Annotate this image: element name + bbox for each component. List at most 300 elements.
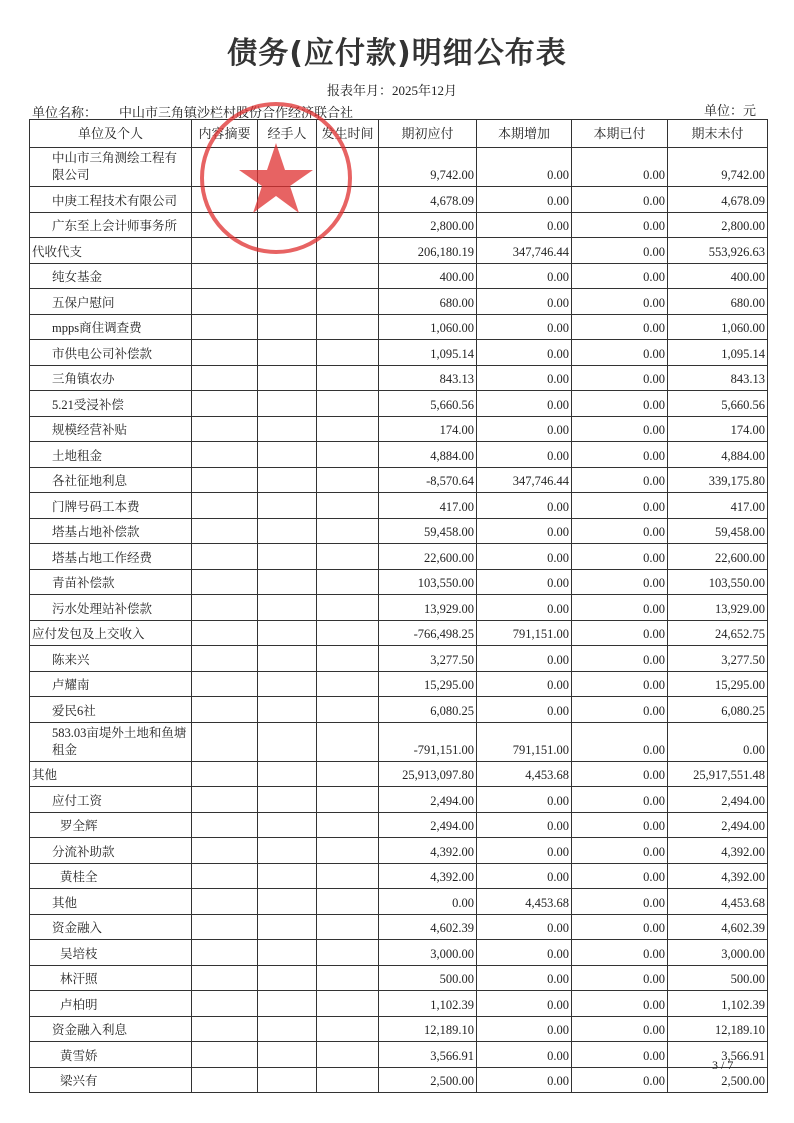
table-row <box>30 595 768 621</box>
amount-cell: 9,742.00 <box>379 148 477 187</box>
empty-cell <box>192 314 258 340</box>
empty-cell <box>192 238 258 264</box>
amount-cell: 0.00 <box>572 442 668 468</box>
amount-cell: 4,392.00 <box>668 863 768 889</box>
amount-cell: 0.00 <box>572 148 668 187</box>
amount-cell: 0.00 <box>572 863 668 889</box>
table-row <box>30 914 768 940</box>
empty-cell <box>258 965 317 991</box>
amount-cell: 417.00 <box>379 493 477 519</box>
column-header: 期初应付 <box>379 120 477 148</box>
amount-cell: 2,500.00 <box>668 1067 768 1093</box>
empty-cell <box>317 340 379 366</box>
empty-cell <box>192 1042 258 1068</box>
empty-cell <box>192 365 258 391</box>
amount-cell: 0.00 <box>572 671 668 697</box>
empty-cell <box>317 493 379 519</box>
empty-cell <box>317 595 379 621</box>
amount-cell: 0.00 <box>477 212 572 238</box>
amount-cell: 0.00 <box>572 569 668 595</box>
amount-cell: 0.00 <box>477 263 572 289</box>
amount-cell: 6,080.25 <box>379 697 477 723</box>
amount-cell: 0.00 <box>477 416 572 442</box>
amount-cell: 6,080.25 <box>668 697 768 723</box>
empty-cell <box>317 238 379 264</box>
row-name: 三角镇农办 <box>30 365 192 391</box>
amount-cell: 0.00 <box>477 569 572 595</box>
row-name: 代收代支 <box>30 238 192 264</box>
amount-cell: 400.00 <box>668 263 768 289</box>
amount-cell: 4,392.00 <box>379 863 477 889</box>
amount-cell: 2,494.00 <box>379 787 477 813</box>
column-header: 期末未付 <box>668 120 768 148</box>
row-name: 各社征地利息 <box>30 467 192 493</box>
row-name: 门牌号码工本费 <box>30 493 192 519</box>
row-name: 分流补助款 <box>30 838 192 864</box>
row-name: 爱民6社 <box>30 697 192 723</box>
payables-table <box>29 119 768 1093</box>
amount-cell: 1,102.39 <box>668 991 768 1017</box>
empty-cell <box>192 863 258 889</box>
table-row <box>30 1042 768 1068</box>
empty-cell <box>192 940 258 966</box>
amount-cell: 2,500.00 <box>379 1067 477 1093</box>
row-name: 梁兴有 <box>30 1067 192 1093</box>
amount-cell: 0.00 <box>477 289 572 315</box>
row-name: 林汗照 <box>30 965 192 991</box>
amount-cell: 174.00 <box>668 416 768 442</box>
empty-cell <box>192 991 258 1017</box>
amount-cell: 500.00 <box>379 965 477 991</box>
empty-cell <box>317 391 379 417</box>
row-name: 黄桂全 <box>30 863 192 889</box>
amount-cell: 0.00 <box>572 263 668 289</box>
row-name: 其他 <box>30 761 192 787</box>
amount-cell: 500.00 <box>668 965 768 991</box>
empty-cell <box>317 838 379 864</box>
amount-cell: 4,602.39 <box>379 914 477 940</box>
empty-cell <box>192 889 258 915</box>
amount-cell: 0.00 <box>572 1067 668 1093</box>
table-row <box>30 263 768 289</box>
amount-cell: 24,652.75 <box>668 620 768 646</box>
row-name: 5.21受浸补偿 <box>30 391 192 417</box>
empty-cell <box>258 1042 317 1068</box>
amount-cell: 2,494.00 <box>379 812 477 838</box>
column-header: 发生时间 <box>317 120 379 148</box>
amount-cell: 1,102.39 <box>379 991 477 1017</box>
empty-cell <box>258 493 317 519</box>
empty-cell <box>317 646 379 672</box>
table-row <box>30 965 768 991</box>
amount-cell: 3,566.91 <box>668 1042 768 1068</box>
amount-cell: 4,884.00 <box>379 442 477 468</box>
amount-cell: 0.00 <box>477 340 572 366</box>
report-period: 报表年月：2025年12月 <box>327 83 458 98</box>
row-name: 资金融入 <box>30 914 192 940</box>
row-name: 其他 <box>30 889 192 915</box>
empty-cell <box>317 1016 379 1042</box>
empty-cell <box>258 812 317 838</box>
amount-cell: 103,550.00 <box>379 569 477 595</box>
empty-cell <box>192 212 258 238</box>
amount-cell: 0.00 <box>477 914 572 940</box>
table-row <box>30 314 768 340</box>
row-name: mpps商住调查费 <box>30 314 192 340</box>
amount-cell: 22,600.00 <box>379 544 477 570</box>
row-name: 土地租金 <box>30 442 192 468</box>
empty-cell <box>192 671 258 697</box>
currency-unit: 单位：元 <box>704 103 757 118</box>
amount-cell: 0.00 <box>572 595 668 621</box>
empty-cell <box>258 761 317 787</box>
empty-cell <box>192 697 258 723</box>
row-name: 广东至上会计师事务所 <box>30 212 192 238</box>
amount-cell: 15,295.00 <box>379 671 477 697</box>
amount-cell: 0.00 <box>572 314 668 340</box>
row-name: 市供电公司补偿款 <box>30 340 192 366</box>
table-row <box>30 889 768 915</box>
amount-cell: 4,392.00 <box>379 838 477 864</box>
amount-cell: 0.00 <box>572 467 668 493</box>
amount-cell: 5,660.56 <box>668 391 768 417</box>
amount-cell: 3,000.00 <box>668 940 768 966</box>
amount-cell: 0.00 <box>572 940 668 966</box>
table-row <box>30 518 768 544</box>
amount-cell: 0.00 <box>572 838 668 864</box>
table-row <box>30 365 768 391</box>
table-row <box>30 722 768 761</box>
amount-cell: 0.00 <box>572 340 668 366</box>
amount-cell: 0.00 <box>477 518 572 544</box>
amount-cell: 2,800.00 <box>668 212 768 238</box>
row-name: 罗全辉 <box>30 812 192 838</box>
amount-cell: 4,453.68 <box>668 889 768 915</box>
amount-cell: 0.00 <box>572 812 668 838</box>
empty-cell <box>192 518 258 544</box>
empty-cell <box>258 914 317 940</box>
empty-cell <box>192 1016 258 1042</box>
amount-cell: 22,600.00 <box>668 544 768 570</box>
table-row <box>30 838 768 864</box>
table-row <box>30 863 768 889</box>
empty-cell <box>258 620 317 646</box>
amount-cell: 347,746.44 <box>477 467 572 493</box>
amount-cell: 0.00 <box>477 965 572 991</box>
amount-cell: 1,060.00 <box>668 314 768 340</box>
empty-cell <box>258 263 317 289</box>
unit-name-label: 单位名称： <box>32 105 98 120</box>
empty-cell <box>258 787 317 813</box>
table-row <box>30 289 768 315</box>
amount-cell: 0.00 <box>477 812 572 838</box>
empty-cell <box>317 722 379 761</box>
amount-cell: 0.00 <box>572 212 668 238</box>
row-name: 卢耀南 <box>30 671 192 697</box>
empty-cell <box>192 442 258 468</box>
amount-cell: 12,189.10 <box>379 1016 477 1042</box>
amount-cell: -791,151.00 <box>379 722 477 761</box>
table-row <box>30 340 768 366</box>
amount-cell: 0.00 <box>572 518 668 544</box>
column-header: 本期增加 <box>477 120 572 148</box>
amount-cell: 0.00 <box>668 722 768 761</box>
amount-cell: 0.00 <box>477 493 572 519</box>
amount-cell: 0.00 <box>477 544 572 570</box>
amount-cell: -8,570.64 <box>379 467 477 493</box>
empty-cell <box>317 671 379 697</box>
empty-cell <box>258 314 317 340</box>
amount-cell: 15,295.00 <box>668 671 768 697</box>
empty-cell <box>192 391 258 417</box>
empty-cell <box>317 940 379 966</box>
amount-cell: 0.00 <box>477 863 572 889</box>
amount-cell: 0.00 <box>477 595 572 621</box>
row-name: 青苗补偿款 <box>30 569 192 595</box>
table-row <box>30 391 768 417</box>
amount-cell: 0.00 <box>477 442 572 468</box>
empty-cell <box>317 863 379 889</box>
amount-cell: 0.00 <box>572 493 668 519</box>
amount-cell: 0.00 <box>477 314 572 340</box>
amount-cell: 400.00 <box>379 263 477 289</box>
row-name: 中山市三角测绘工程有限公司 <box>30 148 192 187</box>
row-name: 资金融入利息 <box>30 1016 192 1042</box>
amount-cell: 59,458.00 <box>668 518 768 544</box>
row-name: 黄雪娇 <box>30 1042 192 1068</box>
amount-cell: 0.00 <box>572 787 668 813</box>
table-row <box>30 812 768 838</box>
row-name: 陈来兴 <box>30 646 192 672</box>
empty-cell <box>258 646 317 672</box>
amount-cell: 4,678.09 <box>668 187 768 213</box>
amount-cell: 3,277.50 <box>379 646 477 672</box>
amount-cell: 0.00 <box>572 620 668 646</box>
empty-cell <box>192 965 258 991</box>
amount-cell: 791,151.00 <box>477 620 572 646</box>
empty-cell <box>258 697 317 723</box>
column-header: 本期已付 <box>572 120 668 148</box>
empty-cell <box>258 722 317 761</box>
column-header: 内容摘要 <box>192 120 258 148</box>
amount-cell: 12,189.10 <box>668 1016 768 1042</box>
amount-cell: 843.13 <box>379 365 477 391</box>
empty-cell <box>317 518 379 544</box>
empty-cell <box>192 1067 258 1093</box>
amount-cell: 0.00 <box>477 365 572 391</box>
empty-cell <box>258 212 317 238</box>
empty-cell <box>258 365 317 391</box>
table-row <box>30 569 768 595</box>
empty-cell <box>258 569 317 595</box>
amount-cell: 206,180.19 <box>379 238 477 264</box>
row-name: 纯女基金 <box>30 263 192 289</box>
empty-cell <box>258 991 317 1017</box>
row-name: 污水处理站补偿款 <box>30 595 192 621</box>
table-row <box>30 646 768 672</box>
amount-cell: 680.00 <box>379 289 477 315</box>
table-row <box>30 148 768 187</box>
amount-cell: 791,151.00 <box>477 722 572 761</box>
empty-cell <box>317 787 379 813</box>
amount-cell: 0.00 <box>477 646 572 672</box>
empty-cell <box>317 761 379 787</box>
amount-cell: 0.00 <box>477 148 572 187</box>
page-title: 债务(应付款)明细公布表 <box>227 36 567 71</box>
empty-cell <box>258 148 317 187</box>
amount-cell: 0.00 <box>572 187 668 213</box>
empty-cell <box>258 416 317 442</box>
empty-cell <box>192 595 258 621</box>
column-header: 单位及个人 <box>30 120 192 148</box>
empty-cell <box>192 787 258 813</box>
empty-cell <box>258 595 317 621</box>
amount-cell: 2,800.00 <box>379 212 477 238</box>
empty-cell <box>192 544 258 570</box>
table-row <box>30 187 768 213</box>
empty-cell <box>317 544 379 570</box>
empty-cell <box>258 238 317 264</box>
empty-cell <box>192 416 258 442</box>
row-name: 应付发包及上交收入 <box>30 620 192 646</box>
table-row <box>30 544 768 570</box>
empty-cell <box>192 569 258 595</box>
empty-cell <box>258 940 317 966</box>
empty-cell <box>192 340 258 366</box>
amount-cell: 1,095.14 <box>668 340 768 366</box>
amount-cell: 0.00 <box>572 391 668 417</box>
row-name: 塔基占地补偿款 <box>30 518 192 544</box>
amount-cell: 4,678.09 <box>379 187 477 213</box>
table-row <box>30 416 768 442</box>
empty-cell <box>258 518 317 544</box>
amount-cell: 0.00 <box>477 697 572 723</box>
empty-cell <box>317 812 379 838</box>
empty-cell <box>192 722 258 761</box>
empty-cell <box>258 544 317 570</box>
amount-cell: 25,913,097.80 <box>379 761 477 787</box>
amount-cell: 0.00 <box>477 787 572 813</box>
empty-cell <box>192 148 258 187</box>
empty-cell <box>192 289 258 315</box>
empty-cell <box>192 812 258 838</box>
row-name: 应付工资 <box>30 787 192 813</box>
amount-cell: 2,494.00 <box>668 787 768 813</box>
empty-cell <box>317 620 379 646</box>
row-name: 塔基占地工作经费 <box>30 544 192 570</box>
unit-name: 中山市三角镇沙栏村股份合作经济联合社 <box>119 105 354 120</box>
table-row <box>30 940 768 966</box>
amount-cell: 174.00 <box>379 416 477 442</box>
amount-cell: 0.00 <box>572 965 668 991</box>
amount-cell: 680.00 <box>668 289 768 315</box>
table-row <box>30 671 768 697</box>
empty-cell <box>317 965 379 991</box>
empty-cell <box>192 620 258 646</box>
amount-cell: 0.00 <box>477 1016 572 1042</box>
amount-cell: 347,746.44 <box>477 238 572 264</box>
empty-cell <box>317 569 379 595</box>
amount-cell: 0.00 <box>477 187 572 213</box>
empty-cell <box>317 1067 379 1093</box>
table-row <box>30 620 768 646</box>
empty-cell <box>192 914 258 940</box>
empty-cell <box>258 863 317 889</box>
amount-cell: 0.00 <box>572 238 668 264</box>
amount-cell: 0.00 <box>572 722 668 761</box>
amount-cell: 553,926.63 <box>668 238 768 264</box>
empty-cell <box>192 646 258 672</box>
table-row <box>30 442 768 468</box>
empty-cell <box>317 991 379 1017</box>
amount-cell: 0.00 <box>379 889 477 915</box>
table-row <box>30 1067 768 1093</box>
empty-cell <box>317 263 379 289</box>
amount-cell: 0.00 <box>572 761 668 787</box>
amount-cell: 13,929.00 <box>668 595 768 621</box>
empty-cell <box>192 838 258 864</box>
amount-cell: 2,494.00 <box>668 812 768 838</box>
amount-cell: 4,884.00 <box>668 442 768 468</box>
empty-cell <box>317 889 379 915</box>
empty-cell <box>317 148 379 187</box>
empty-cell <box>258 391 317 417</box>
amount-cell: 13,929.00 <box>379 595 477 621</box>
amount-cell: 25,917,551.48 <box>668 761 768 787</box>
empty-cell <box>192 263 258 289</box>
amount-cell: 0.00 <box>572 646 668 672</box>
amount-cell: 1,095.14 <box>379 340 477 366</box>
empty-cell <box>258 340 317 366</box>
empty-cell <box>317 314 379 340</box>
empty-cell <box>317 467 379 493</box>
table-header-row <box>30 120 768 148</box>
empty-cell <box>317 914 379 940</box>
empty-cell <box>317 442 379 468</box>
amount-cell: 0.00 <box>572 289 668 315</box>
empty-cell <box>192 761 258 787</box>
amount-cell: 417.00 <box>668 493 768 519</box>
row-name: 卢柏明 <box>30 991 192 1017</box>
empty-cell <box>317 697 379 723</box>
amount-cell: 4,392.00 <box>668 838 768 864</box>
table-row <box>30 493 768 519</box>
amount-cell: 0.00 <box>477 991 572 1017</box>
page-number: 3 / 7 <box>712 1058 734 1072</box>
empty-cell <box>258 1016 317 1042</box>
amount-cell: 843.13 <box>668 365 768 391</box>
empty-cell <box>258 838 317 864</box>
amount-cell: 3,566.91 <box>379 1042 477 1068</box>
column-header: 经手人 <box>258 120 317 148</box>
table-row <box>30 238 768 264</box>
amount-cell: 0.00 <box>477 1042 572 1068</box>
table-row <box>30 467 768 493</box>
empty-cell <box>258 187 317 213</box>
amount-cell: 9,742.00 <box>668 148 768 187</box>
empty-cell <box>258 889 317 915</box>
amount-cell: 0.00 <box>572 889 668 915</box>
empty-cell <box>192 187 258 213</box>
empty-cell <box>258 1067 317 1093</box>
empty-cell <box>192 467 258 493</box>
amount-cell: 4,602.39 <box>668 914 768 940</box>
amount-cell: 0.00 <box>572 1042 668 1068</box>
empty-cell <box>258 467 317 493</box>
amount-cell: 339,175.80 <box>668 467 768 493</box>
table-row <box>30 212 768 238</box>
empty-cell <box>258 442 317 468</box>
